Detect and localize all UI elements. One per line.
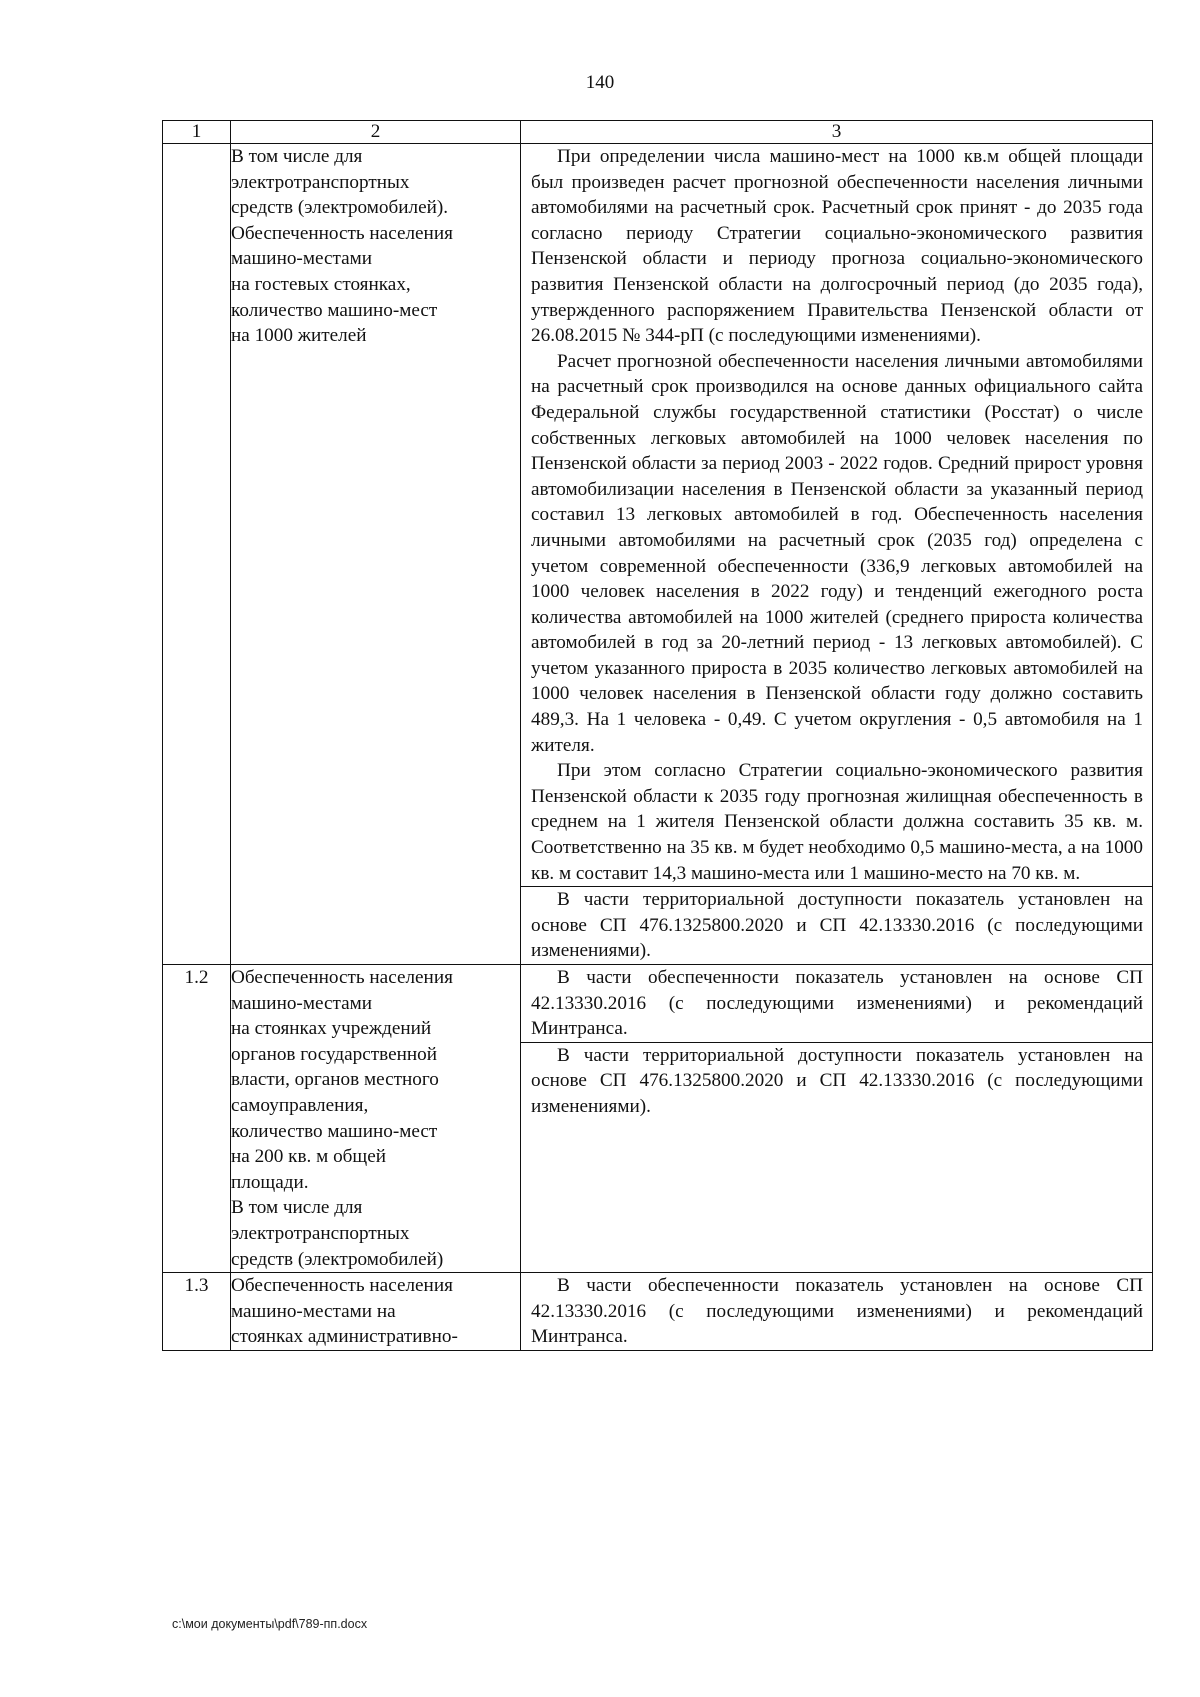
name-line: В том числе для (231, 146, 363, 167)
name-line: количество машино-мест (231, 299, 438, 321)
name-line: органов государственной (231, 1043, 438, 1065)
header-cell: 2 (231, 121, 521, 144)
indicator-name (231, 1273, 521, 1351)
name-line: В том числе для (231, 1197, 363, 1219)
name-line: стоянках административно- (231, 1326, 458, 1348)
table-row (163, 1273, 1153, 1351)
name-line: на 1000 жителей (231, 325, 367, 347)
name-line: на гостевых стоянках, (231, 273, 411, 295)
table-row (163, 144, 1153, 965)
row-number: 1.3 (163, 1273, 231, 1351)
indicator-name (231, 144, 521, 965)
name-line: власти, органов местного (231, 1069, 439, 1091)
paragraph: В части обеспеченности показатель установлен на основе СП 42.13330.2016 (с последующими изменениями) и рекомендаций Минтранса. (531, 1275, 1143, 1348)
paragraph: При определении числа машино-мест на 1000 кв.м общей площади был произведен расчет прогнозной обеспеченности населения личными автомобилями на расчетный срок. Расчетный срок принят - до 2035 года согласно периоду Стратегии социально-экономического развития Пензенской области и периоду прогноза социально-экономического развития Пензенской области на долгосрочный период (до 2035 года), утвержденного распоряжением Правительства Пензенской области от 26.08.2015 № 344-рП (с последующими изменениями). (531, 146, 1143, 347)
justification-cell (521, 1273, 1153, 1351)
paragraph: При этом согласно Стратегии социально-экономического развития Пензенской области к 2035 году прогнозная жилищная обеспеченность в среднем на 1 жителя Пензенской области должна составить 35 кв. м. Соответственно на 35 кв. м будет необходимо 0,5 машино-места, а на 1000 кв. м составит 14,3 машино-места или 1 машино-место на 70 кв. м. (531, 760, 1143, 884)
paragraph: В части территориальной доступности показатель установлен на основе СП 476.1325800.2020 и СП 42.13330.2016 (с последующими изменениями). (531, 1044, 1143, 1117)
table-header-row (163, 121, 1153, 144)
justification-block (521, 1273, 1152, 1350)
paragraph: Расчет прогнозной обеспеченности населения личными автомобилями на расчетный срок производился на основе данных официального сайта Федеральной службы государственной статистики (Росстат) о числе собственных легковых автомобилей на 1000 человек населения по Пензенской области за период 2003 - 2022 годов. Средний прирост уровня автомобилизации населения в Пензенской области за указанный период составил 13 легковых автомобилей в год. Обеспеченность населения личными автомобилями на расчетный срок (2035 год) определена с учетом современной обеспеченности (336,9 легковых автомобилей на 1000 человек населения в 2022 году) и тенденций ежегодного роста количества автомобилей на 1000 жителей (среднего прироста количества автомобилей в год за 20-летний период - 13 легковых автомобилей). С учетом указанного прироста в 2035 количество легковых автомобилей на 1000 человек населения в Пензенской области году должно составить 489,3. На 1 человека - 0,49. С учетом округления - 0,5 автомобиля на 1 жителя. (531, 350, 1143, 756)
paragraph: В части территориальной доступности показатель установлен на основе СП 476.1325800.2020 и СП 42.13330.2016 (с последующими изменениями). (531, 889, 1143, 962)
name-line: на 200 кв. м общей (231, 1146, 386, 1168)
name-line: средств (электромобилей). (231, 197, 449, 219)
name-line: самоуправления, (231, 1094, 369, 1116)
name-line: количество машино-мест (231, 1120, 438, 1142)
name-line: электротранспортных (231, 1222, 410, 1244)
indicator-name (231, 965, 521, 1273)
name-line: электротранспортных (231, 171, 410, 193)
name-line: на стоянках учреждений (231, 1018, 432, 1040)
page-number: 140 (585, 72, 615, 93)
justification-block (521, 965, 1152, 1042)
justification-block (521, 886, 1152, 964)
justification-block (521, 1042, 1152, 1120)
name-line: Обеспеченность населения (231, 1275, 453, 1297)
name-line: Обеспеченность населения (231, 222, 453, 244)
justification-cell (521, 965, 1153, 1273)
name-line: средств (электромобилей) (231, 1248, 444, 1270)
indicator-table (162, 120, 1153, 1351)
name-line: машино-местами (231, 248, 373, 270)
row-number (163, 144, 231, 965)
table-row (163, 965, 1153, 1273)
justification-block (521, 144, 1152, 886)
name-line: Обеспеченность населения (231, 967, 453, 988)
paragraph: В части обеспеченности показатель установлен на основе СП 42.13330.2016 (с последующими изменениями) и рекомендаций Минтранса. (531, 967, 1143, 1040)
justification-cell (521, 144, 1153, 965)
name-line: машино-местами на (231, 1300, 396, 1322)
header-cell: 3 (521, 121, 1153, 144)
name-line: площади. (231, 1171, 309, 1193)
file-path-footer: c:\мои документы\pdf\789-пп.docx (172, 1617, 368, 1631)
header-cell: 1 (163, 121, 231, 144)
name-line: машино-местами (231, 992, 373, 1014)
row-number: 1.2 (163, 965, 231, 1273)
